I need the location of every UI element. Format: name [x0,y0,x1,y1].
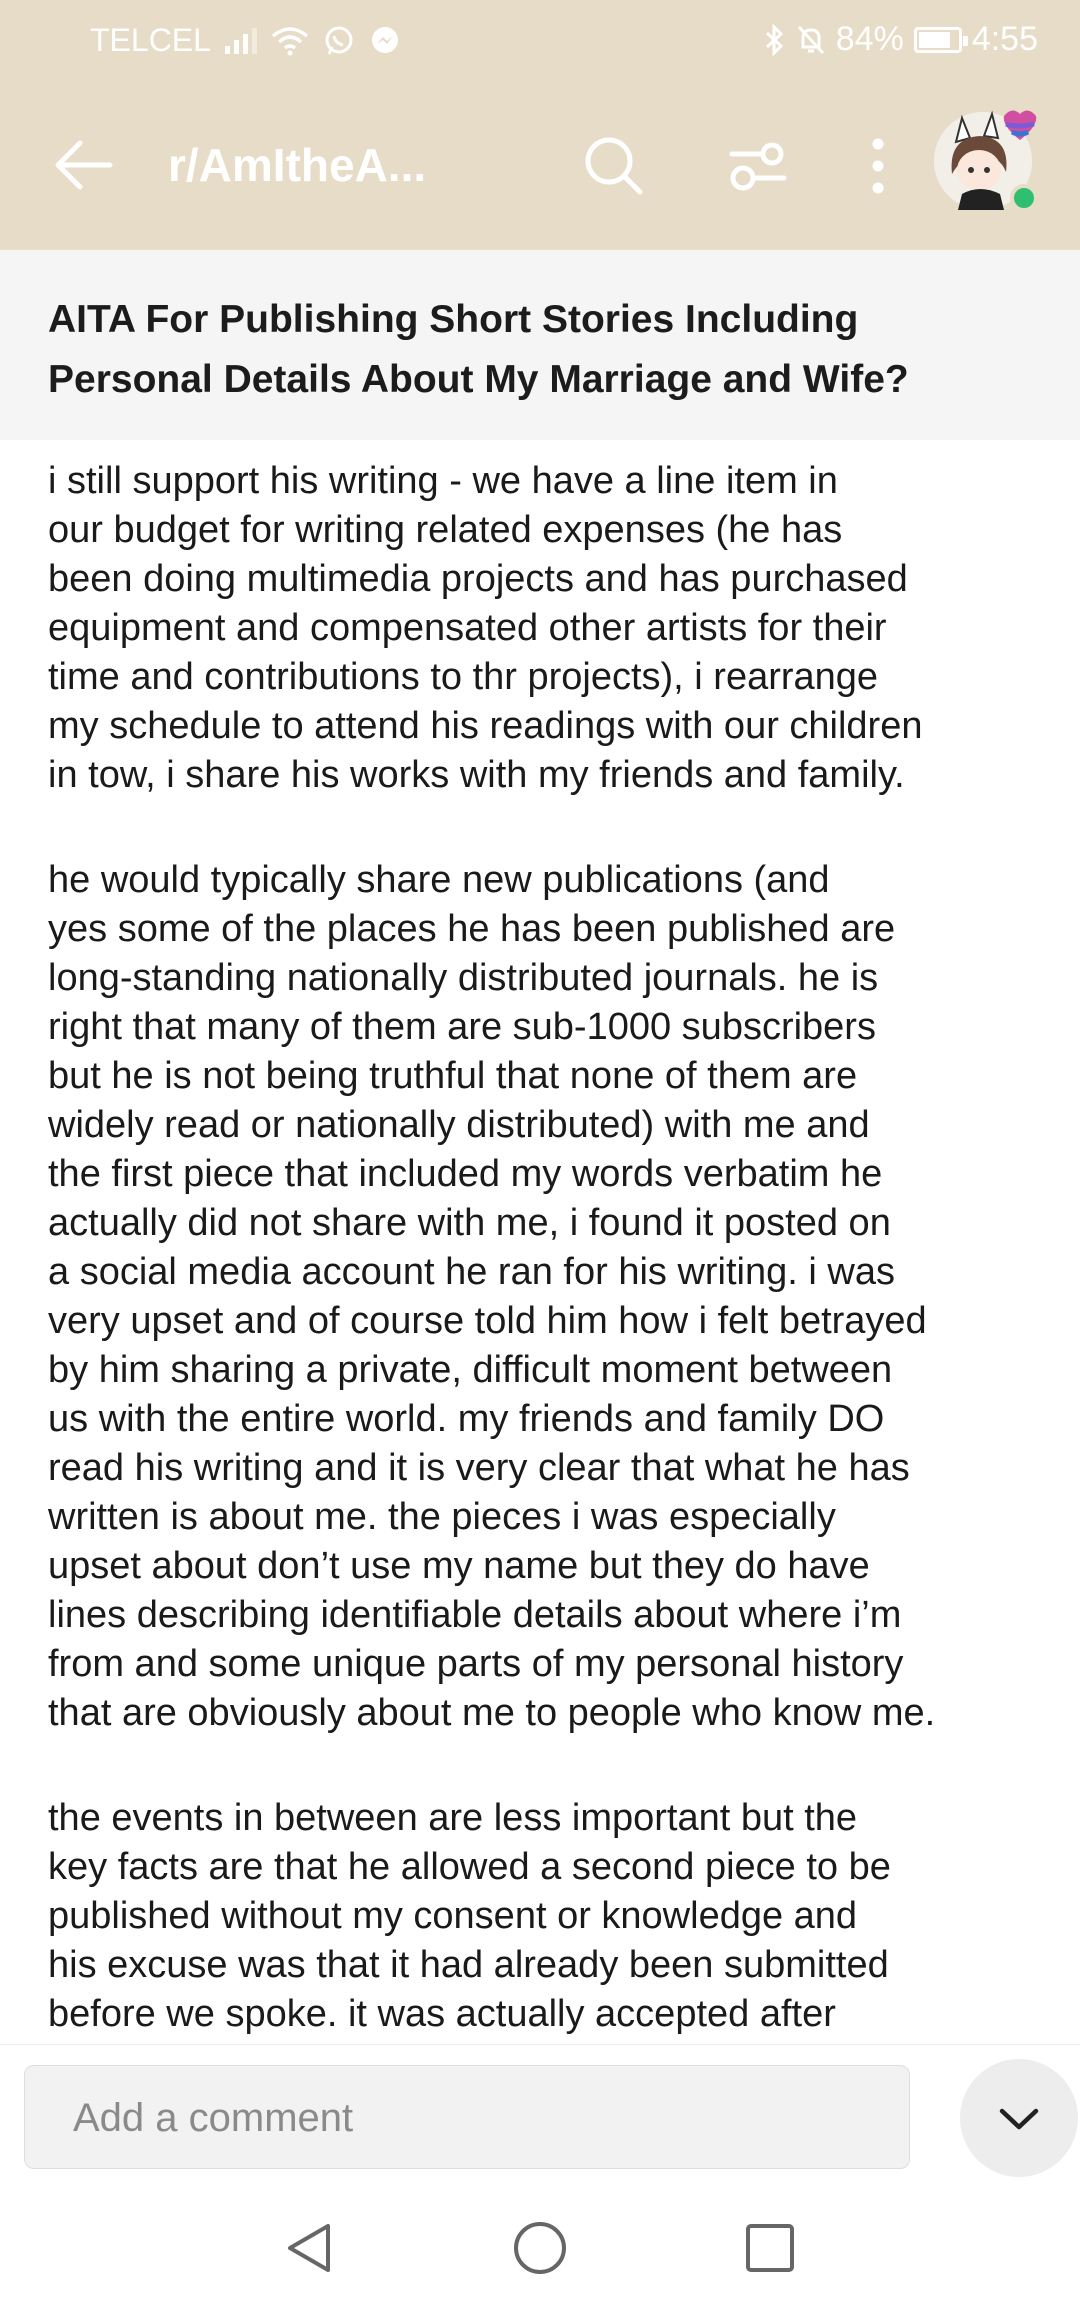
square-recents-icon [744,2222,796,2274]
post-text-line: long-standing nationally distributed journals. he is [48,957,879,999]
comment-placeholder: Add a comment [73,2096,354,2140]
clock: 4:55 [971,20,1038,58]
online-status-dot [1010,184,1038,212]
search-button[interactable] [582,134,646,198]
post-text-line: widely read or nationally distributed) with me and [48,1104,870,1146]
post-text-line: yes some of the places he has been published are [48,908,896,950]
post-text-line: his excuse was that it had already been submitted [48,1944,889,1986]
post-text-line: the events in between are less important but the [48,1797,858,1839]
post-text-line: very upset and of course told him how i felt betrayed [48,1300,927,1342]
post-text-line: been doing multimedia projects and has purchased [48,558,908,600]
post-text-line: actually did not share with me, i found it posted on [48,1202,891,1244]
post-text-line: in tow, i share his works with my friends and family. [48,754,905,796]
post-text-line: key facts are that he allowed a second piece to be [48,1846,891,1888]
battery-percent: 84% [835,20,904,58]
post-text-line: right that many of them are sub-1000 subscribers [48,1006,876,1048]
nav-back-button[interactable] [282,2220,338,2276]
back-button[interactable] [50,132,116,198]
subreddit-title[interactable]: r/AmItheA... [168,139,427,191]
post-text-line: time and contributions to thr projects), i rearrange [48,656,879,698]
post-text-line: us with the entire world. my friends and family DO [48,1398,885,1440]
post-text-line: our budget for writing related expenses (he has [48,509,843,551]
nav-recents-button[interactable] [744,2222,796,2274]
post-text-line: published without my consent or knowledge and [48,1895,858,1937]
post-text-line: i still support his writing - we have a line item in [48,460,838,502]
status-left [90,22,401,59]
arrow-left-icon [50,132,116,198]
post-title [48,290,1028,410]
whatsapp-icon [323,25,355,57]
comment-bar [0,2044,1080,2185]
app-header [0,82,1080,250]
comment-input[interactable] [24,2065,910,2169]
triangle-back-icon [282,2220,338,2276]
post-paragraph [48,457,1048,800]
post-text-line: he would typically share new publications (and [48,859,830,901]
status-right [764,20,1038,59]
post-text-line: a social media account he ran for his writing. i was [48,1251,895,1293]
filter-icon [726,134,790,198]
post-text-line: lines describing identifiable details about where i’m [48,1594,902,1636]
post-text-line: from and some unique parts of my personal history [48,1643,904,1685]
post-body [48,457,1048,2095]
collapse-button[interactable] [960,2059,1078,2177]
filter-button[interactable] [726,134,790,198]
post-text-line: the first piece that included my words verbatim he [48,1153,883,1195]
more-vertical-icon [864,134,892,198]
more-options-button[interactable] [864,134,892,198]
top-bar [0,0,1080,250]
status-bar [0,0,1080,82]
mute-bell-icon [796,24,826,56]
post-text-line: by him sharing a private, difficult moment between [48,1349,893,1391]
system-nav-bar [0,2184,1080,2312]
wifi-icon [271,26,309,56]
bluetooth-icon [764,24,786,56]
post-text-line: upset about don’t use my name but they do have [48,1545,870,1587]
post-paragraph [48,1794,1048,2039]
post-text-line: before we spoke. it was actually accepted after [48,1993,836,2035]
circle-home-icon [512,2220,568,2276]
post-text-line: my schedule to attend his readings with our children [48,705,923,747]
post-text-line: equipment and compensated other artists for their [48,607,887,649]
chevron-down-icon [960,2059,1078,2177]
post-text-line: written is about me. the pieces i was especially [48,1496,836,1538]
post-paragraph [48,856,1048,1738]
post-title-line: Personal Details About My Marriage and Wife? [48,358,909,401]
signal-icon [225,28,257,54]
carrier-label: TELCEL [90,22,211,58]
search-icon [582,134,646,198]
nav-home-button[interactable] [512,2220,568,2276]
post-text-line: but he is not being truthful that none of them are [48,1055,858,1097]
post-text-line: read his writing and it is very clear that what he has [48,1447,910,1489]
post-title-line: AITA For Publishing Short Stories Including [48,298,859,341]
battery-icon [914,27,962,53]
post-text-line: that are obviously about me to people who know me. [48,1692,936,1734]
messenger-icon [369,25,401,57]
